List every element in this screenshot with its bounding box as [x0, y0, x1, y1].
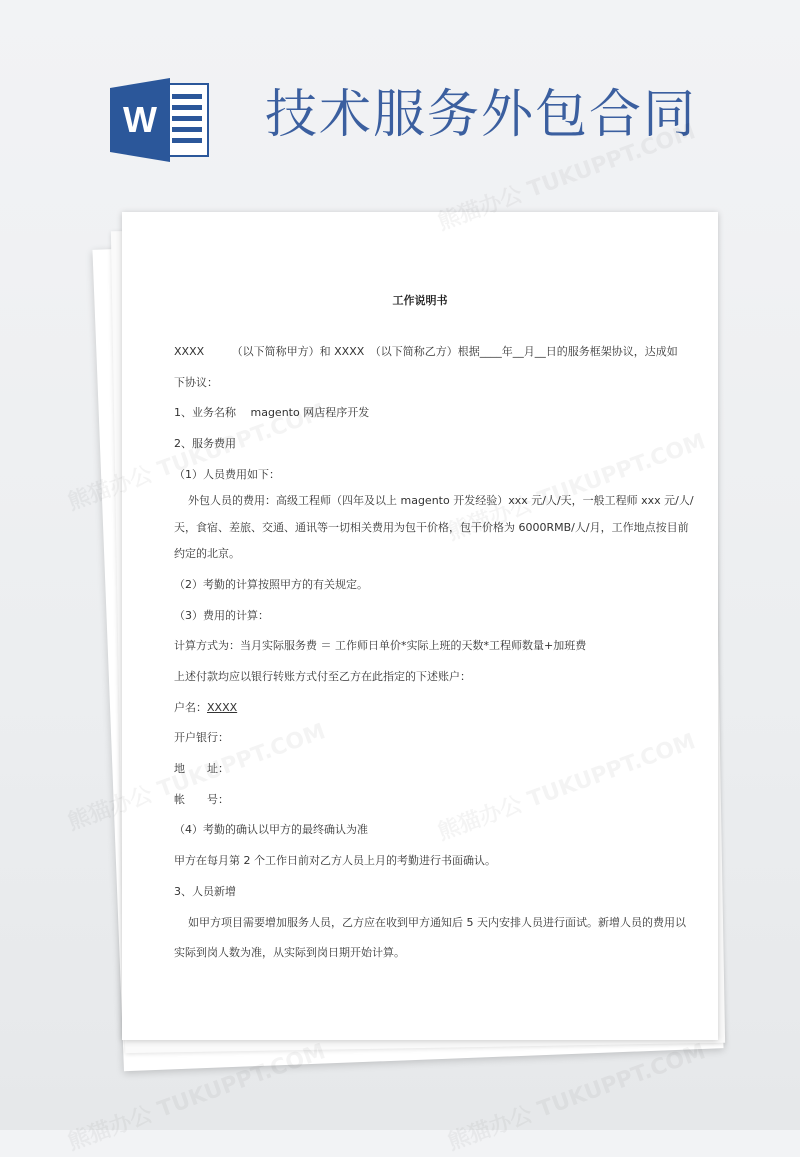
paragraph-line: 开户银行： [174, 731, 229, 745]
account-name-value: XXXX [207, 700, 238, 714]
paragraph-line: 1、业务名称 magento 网店程序开发 [174, 406, 370, 420]
document-page [122, 212, 718, 1040]
paragraph-line: 计算方式为：当月实际服务费 ＝ 工作师日单价*实际上班的天数*工程师数量+加班费 [174, 639, 587, 653]
paragraph-line: （3）费用的计算： [174, 608, 269, 622]
paragraph-line: 下协议： [174, 375, 218, 389]
paragraph-line: 外包人员的费用：高级工程师（四年及以上 magento 开发经验）xxx 元/人/天，一般工程师 xxx 元/人/ [188, 494, 694, 508]
paragraph-line: 甲方在每月第 2 个工作日前对乙方人员上月的考勤进行书面确认。 [174, 854, 496, 868]
account-name-label: 户名： [174, 700, 207, 714]
paragraph-line: 帐 号： [174, 792, 229, 806]
svg-text:W: W [123, 99, 157, 140]
paragraph-line: 如甲方项目需要增加服务人员，乙方应在收到甲方通知后 5 天内安排人员进行面试。新增人员的费用以 [188, 915, 686, 929]
document-heading: 工作说明书 [392, 294, 448, 307]
paragraph-line: 2、服务费用 [174, 437, 236, 451]
paragraph-line: （1）人员费用如下： [174, 467, 280, 481]
paragraph-line: 天，食宿、差旅、交通、通讯等一切相关费用为包干价格，包干价格为 6000RMB/人/月，工作地点按目前 [174, 520, 689, 534]
paragraph-line: 上述付款均应以银行转账方式付至乙方在此指定的下述账户： [174, 670, 471, 683]
document-title: 技术服务外包合同 [265, 85, 698, 145]
paragraph-line: （4）考勤的确认以甲方的最终确认为准 [174, 823, 368, 837]
paragraph-line: 实际到岗人数为准，从实际到岗日期开始计算。 [174, 946, 405, 960]
paragraph-line: 地 址： [174, 762, 229, 776]
paragraph-line: 约定的北京。 [174, 547, 240, 561]
account-name-line [174, 700, 674, 731]
word-icon [110, 78, 210, 162]
paragraph-line: 3、人员新增 [174, 884, 236, 898]
paragraph-line: XXXX （以下简称甲方）和 XXXX （以下简称乙方）根据____年__月__日的服务框架协议，达成如 [174, 345, 678, 358]
paragraph-line: （2）考勤的计算按照甲方的有关规定。 [174, 577, 368, 591]
document-body [174, 344, 694, 976]
